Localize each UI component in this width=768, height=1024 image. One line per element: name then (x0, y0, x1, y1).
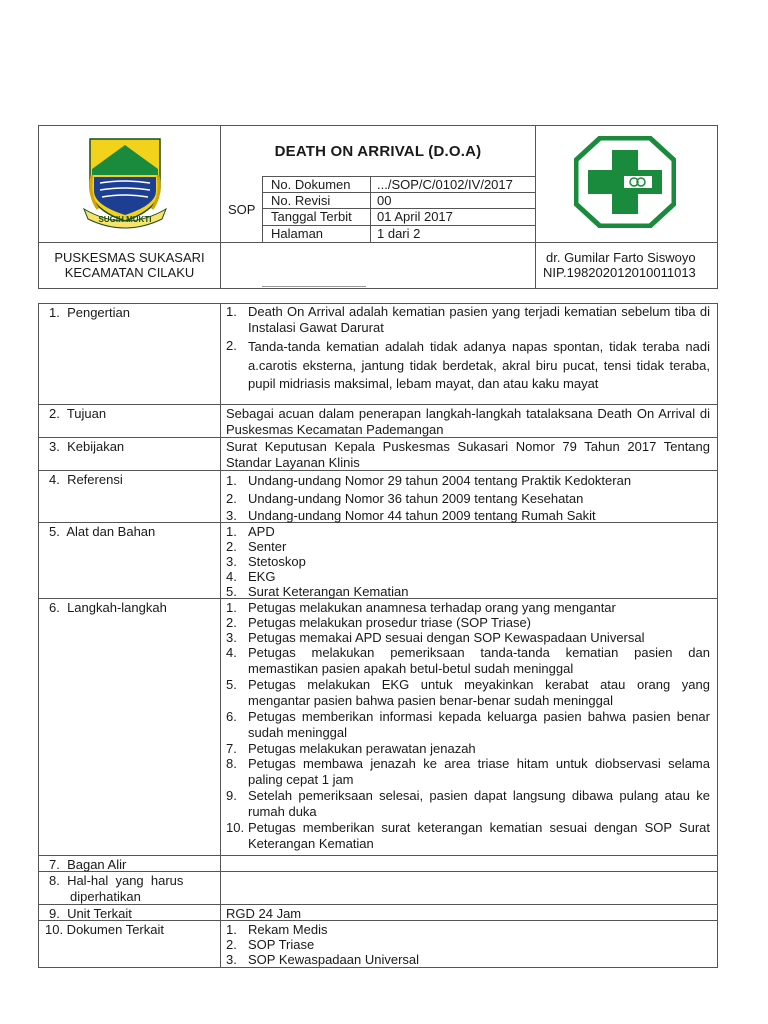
list-item: 1. Petugas melakukan anamnesa terhadap orang yang mengantar (226, 600, 616, 615)
alat-bahan-list (226, 524, 710, 599)
referensi-list (226, 472, 710, 525)
list-item: 3. SOP Kewaspadaan Universal (226, 952, 420, 967)
row-label-langkah-langkah: 6. Langkah-langkah (49, 600, 167, 615)
signer-name: dr. Gumilar Farto Siswoyo (546, 250, 696, 265)
list-item: 1. Death On Arrival adalah kematian pasien yang terjadi kematian sebelum tiba di Instalasi Gawat Darurat (226, 304, 710, 335)
field-value-no-revisi: 00 (377, 193, 392, 208)
row-label-kebijakan: 3. Kebijakan (49, 439, 125, 454)
tujuan-text: Sebagai acuan dalam penerapan langkah-langkah tatalaksana Death On Arrival di Puskesmas Kecamatan Pademangan (226, 406, 710, 437)
list-item: 1. Undang-undang Nomor 29 tahun 2004 tentang Praktik Kedokteran (226, 473, 632, 488)
field-label-halaman: Halaman (271, 226, 324, 241)
list-item: 3. Undang-undang Nomor 44 tahun 2009 tentang Rumah Sakit (226, 508, 596, 523)
regency-logo (78, 135, 172, 231)
list-item: 2. Undang-undang Nomor 36 tahun 2009 tentang Kesehatan (226, 490, 584, 506)
org-district: KECAMATAN CILAKU (64, 265, 195, 280)
row-label-dokumen-terkait: 10. Dokumen Terkait (45, 922, 164, 937)
list-item: 2. Petugas melakukan prosedur triase (SOP Triase) (226, 615, 532, 630)
field-label-tanggal-terbit: Tanggal Terbit (271, 209, 352, 224)
sop-label: SOP (228, 202, 256, 217)
field-label-no-revisi: No. Revisi (271, 193, 331, 208)
kebijakan-text: Surat Keputusan Kepala Puskesmas Sukasari Nomor 79 Tahun 2017 Tentang Standar Layanan Klinis (226, 439, 710, 470)
row-label-alat-dan-bahan: 5. Alat dan Bahan (49, 524, 156, 539)
row-label-referensi: 4. Referensi (49, 472, 123, 487)
field-label-no-dokumen: No. Dokumen (271, 177, 351, 192)
row-label-pengertian: 1. Pengertian (49, 305, 130, 320)
dokumen-terkait-list (226, 922, 710, 967)
field-value-no-dokumen: .../SOP/C/0102/IV/2017 (377, 177, 513, 192)
list-item: 2. Senter (226, 539, 287, 554)
list-item: 5. Surat Keterangan Kematian (226, 584, 409, 599)
list-item: 10. Petugas memberikan surat keterangan kematian sesuai dengan SOP Surat Keterangan Kematian (226, 820, 710, 851)
unit-terkait-text: RGD 24 Jam (226, 906, 302, 921)
list-item: 2. SOP Triase (226, 937, 315, 952)
list-item: 9. Setelah pemeriksaan selesai, pasien dapat langsung dibawa pulang atau ke rumah duka (226, 788, 710, 819)
list-item: 3. Stetoskop (226, 554, 306, 569)
list-item: 3. Petugas memakai APD sesuai dengan SOP Kewaspadaan Universal (226, 630, 645, 645)
list-item: 7. Petugas melakukan perawatan jenazah (226, 741, 476, 756)
list-item: 1. APD (226, 524, 275, 539)
field-value-tanggal-terbit: 01 April 2017 (377, 209, 453, 224)
row-label-hal-hal: 8. Hal-hal yang harus (49, 873, 184, 888)
langkah-list (226, 600, 710, 852)
puskesmas-logo-icon (574, 136, 676, 228)
signer-nip: NIP.198202012010011013 (543, 265, 696, 280)
row-label-unit-terkait: 9. Unit Terkait (49, 906, 132, 921)
row-label-diperhatikan: diperhatikan (70, 889, 141, 904)
row-label-bagan-alir: 7. Bagan Alir (49, 857, 127, 872)
list-item: 5. Petugas melakukan EKG untuk meyakinkan kerabat atau orang yang mengantar pasien bahwa pasien benar-benar sudah meninggal (226, 677, 710, 708)
org-name: PUSKESMAS SUKASARI (54, 250, 205, 265)
pengertian-list (226, 304, 710, 394)
list-item: 1. Rekam Medis (226, 922, 328, 937)
logo-ribbon-text: SUGIH MUKTI (98, 215, 152, 224)
field-value-halaman: 1 dari 2 (377, 226, 421, 241)
row-label-tujuan: 2. Tujuan (49, 406, 107, 421)
list-item: 8. Petugas membawa jenazah ke area triase hitam untuk diobservasi selama paling cepat 1 jam (226, 756, 710, 787)
list-item: 4. Petugas melakukan pemeriksaan tanda-tanda kematian pasien dan memastikan pasien apakah betul-betul sudah meninggal (226, 645, 710, 676)
document-title: DEATH ON ARRIVAL (D.O.A) (274, 143, 482, 160)
list-item: 6. Petugas memberikan informasi kepada keluarga pasien bahwa pasien benar sudah meninggal (226, 709, 710, 740)
list-item: 2. Tanda-tanda kematian adalah tidak adanya napas spontan, tidak teraba nadi a.carotis eksterna, jantung tidak berdetak, akral biru pucat, tensi tidak teraba, pupil midriasis maksimal, lebam mayat, dan atau kaku mayat (226, 338, 710, 391)
list-item: 4. EKG (226, 569, 276, 584)
